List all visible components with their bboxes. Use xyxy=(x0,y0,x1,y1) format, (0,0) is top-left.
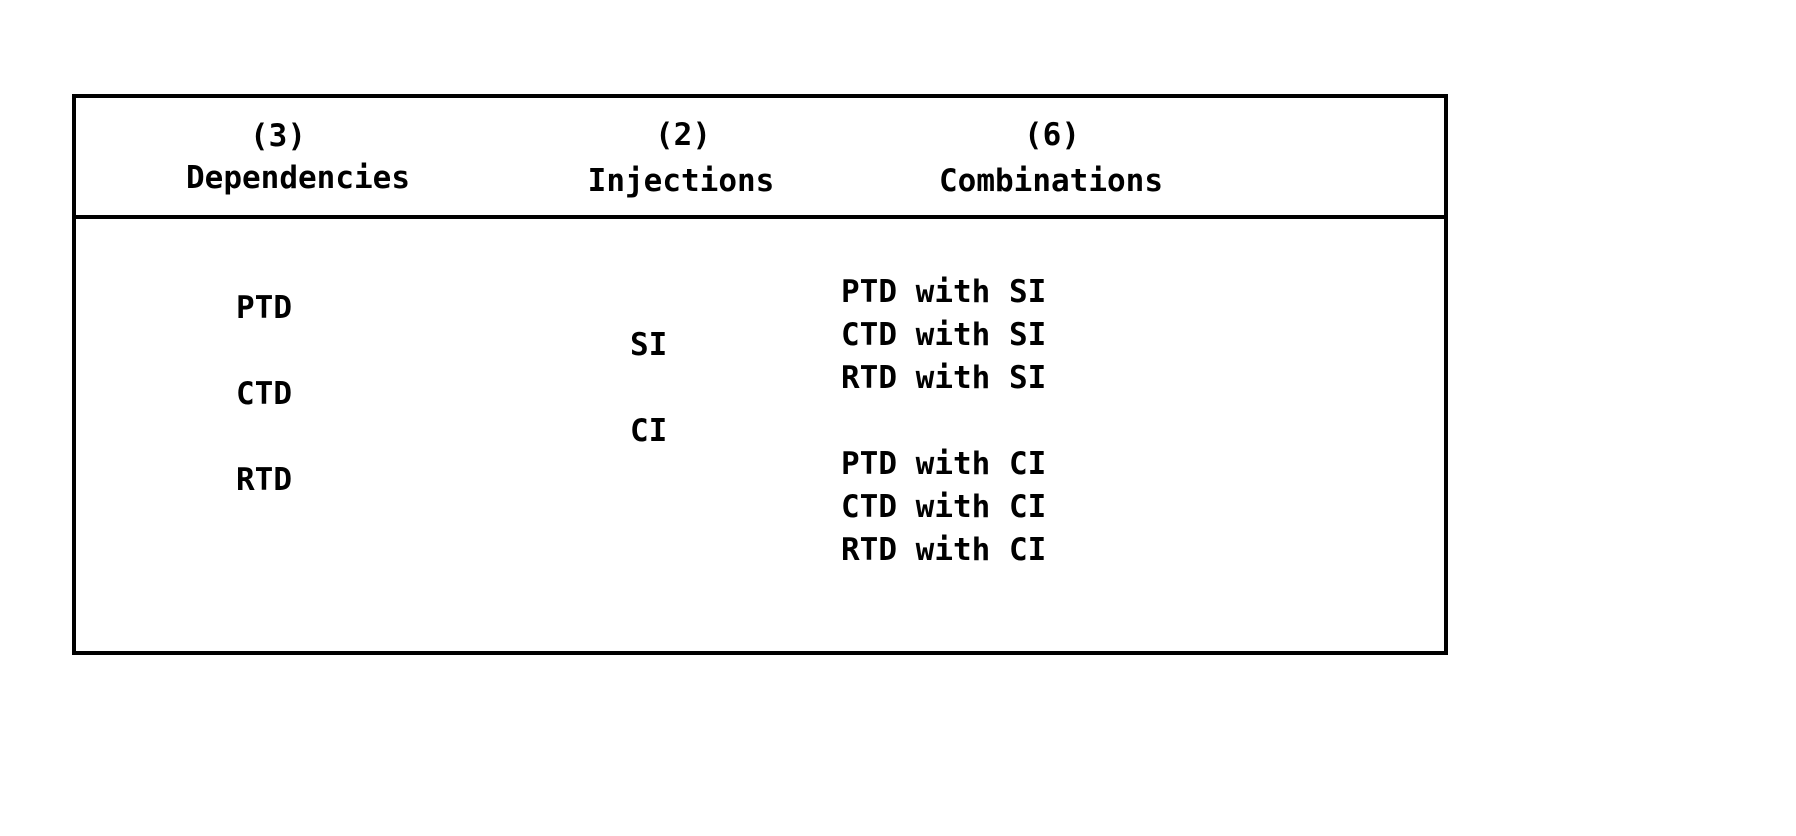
injection-item-si: SI xyxy=(630,327,668,363)
combinations-title: Combinations xyxy=(939,163,1163,199)
dependency-item-ctd: CTD xyxy=(236,376,292,412)
dependencies-count: (3) xyxy=(250,118,306,154)
header-divider xyxy=(72,215,1444,219)
combination-item: CTD with SI xyxy=(841,317,1047,353)
dependencies-title: Dependencies xyxy=(186,160,410,196)
dependency-item-ptd: PTD xyxy=(236,290,292,326)
combination-item: PTD with SI xyxy=(841,274,1047,310)
injection-item-ci: CI xyxy=(630,413,668,449)
injections-title: Injections xyxy=(587,163,775,199)
injections-count: (2) xyxy=(655,117,711,153)
combination-item: CTD with CI xyxy=(841,489,1047,525)
combination-item: RTD with SI xyxy=(841,360,1047,396)
combination-item: RTD with CI xyxy=(841,532,1047,568)
combinations-count: (6) xyxy=(1024,117,1080,153)
dependency-item-rtd: RTD xyxy=(236,462,292,498)
combination-item: PTD with CI xyxy=(841,446,1047,482)
